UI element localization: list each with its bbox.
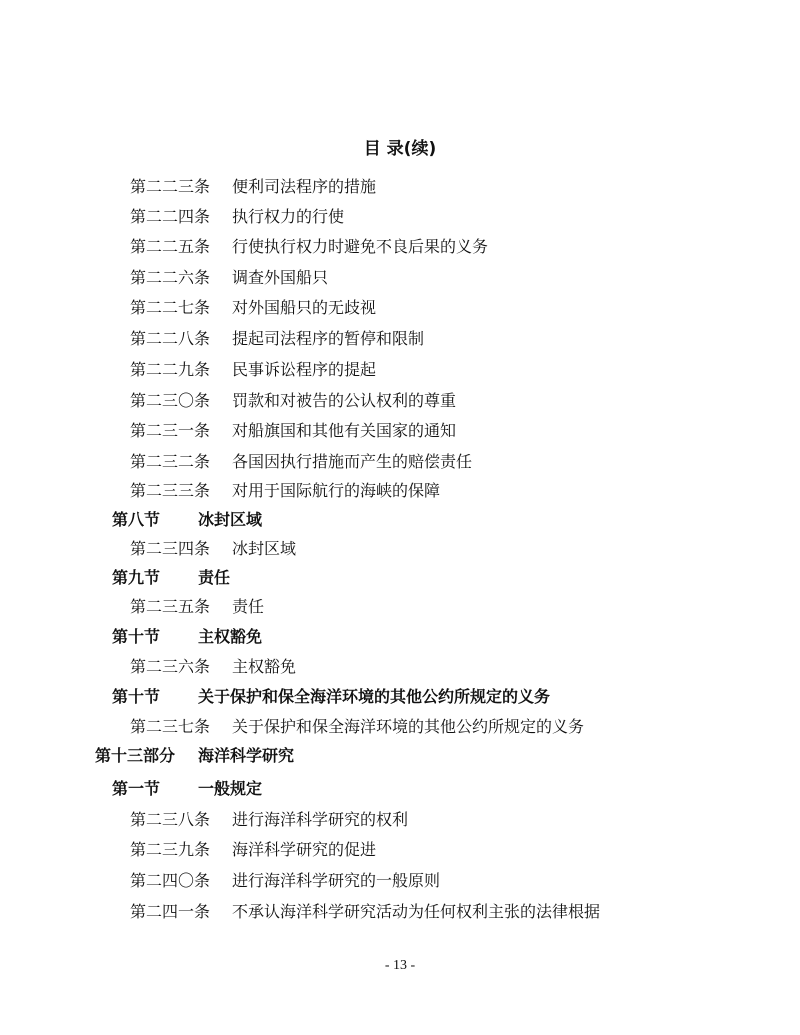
toc-article	[130, 902, 600, 922]
toc-section-number: 第九节	[112, 568, 161, 587]
toc-article-title: 便利司法程序的措施	[232, 177, 377, 196]
toc-section-title: 主权豁免	[198, 627, 263, 646]
toc-article	[130, 452, 472, 472]
toc-article-title: 关于保护和保全海洋环境的其他公约所规定的义务	[232, 717, 585, 736]
toc-article	[130, 298, 376, 318]
toc-article	[130, 840, 376, 860]
toc-article	[130, 871, 440, 891]
toc-article-title: 罚款和对被告的公认权利的尊重	[232, 391, 457, 410]
toc-part	[95, 746, 294, 766]
toc-article	[130, 810, 408, 830]
toc-section	[112, 687, 550, 707]
toc-article-number: 第二三一条	[130, 421, 211, 440]
toc-article	[130, 481, 440, 501]
toc-section	[112, 627, 262, 647]
toc-article-number: 第二四一条	[130, 902, 211, 921]
toc-article-title: 不承认海洋科学研究活动为任何权利主张的法律根据	[232, 902, 601, 921]
toc-article-title: 对外国船只的无歧视	[232, 298, 377, 317]
toc-article-title: 冰封区域	[232, 539, 297, 558]
toc-section-title: 一般规定	[198, 779, 263, 798]
toc-article-number: 第二二四条	[130, 207, 211, 226]
toc-section-number: 第十节	[112, 627, 161, 646]
toc-article-title: 行使执行权力时避免不良后果的义务	[232, 237, 489, 256]
toc-article	[130, 657, 296, 677]
toc-article-number: 第二三四条	[130, 539, 211, 558]
toc-article-number: 第二二三条	[130, 177, 211, 196]
toc-article	[130, 207, 344, 227]
toc-article-number: 第二四〇条	[130, 871, 211, 890]
toc-article-number: 第二三九条	[130, 840, 211, 859]
page-title: 目 录(续)	[363, 139, 437, 159]
toc-section	[112, 568, 230, 588]
toc-article-title: 对用于国际航行的海峡的保障	[232, 481, 441, 500]
toc-article-number: 第二三八条	[130, 810, 211, 829]
toc-article-number: 第二三六条	[130, 657, 211, 676]
toc-article	[130, 391, 456, 411]
toc-article	[130, 421, 456, 441]
toc-article	[130, 717, 584, 737]
toc-section-title: 冰封区域	[198, 510, 263, 529]
toc-article-title: 各国因执行措施而产生的赔偿责任	[232, 452, 473, 471]
toc-article-title: 提起司法程序的暂停和限制	[232, 329, 425, 348]
toc-article-title: 执行权力的行使	[232, 207, 345, 226]
toc-article-title: 调查外国船只	[232, 268, 329, 287]
toc-article-title: 海洋科学研究的促进	[232, 840, 377, 859]
toc-article-number: 第二三七条	[130, 717, 211, 736]
page-number: - 13 -	[384, 958, 416, 973]
toc-part-title: 海洋科学研究	[198, 746, 295, 765]
toc-article-title: 对船旗国和其他有关国家的通知	[232, 421, 457, 440]
toc-section-number: 第八节	[112, 510, 161, 529]
toc-article-title: 进行海洋科学研究的一般原则	[232, 871, 441, 890]
toc-article	[130, 237, 488, 257]
toc-section-number: 第十节	[112, 687, 161, 706]
toc-section-title: 关于保护和保全海洋环境的其他公约所规定的义务	[198, 687, 551, 706]
toc-section-title: 责任	[198, 568, 231, 587]
toc-article	[130, 360, 376, 380]
toc-article	[130, 597, 264, 617]
toc-article	[130, 539, 296, 559]
toc-article-title: 进行海洋科学研究的权利	[232, 810, 409, 829]
toc-article	[130, 177, 376, 197]
toc-article-number: 第二二八条	[130, 329, 211, 348]
toc-section-number: 第一节	[112, 779, 161, 798]
toc-article-number: 第二三五条	[130, 597, 211, 616]
toc-article-number: 第二三二条	[130, 452, 211, 471]
toc-section	[112, 510, 262, 530]
toc-article-number: 第二二九条	[130, 360, 211, 379]
toc-article	[130, 329, 424, 349]
toc-article-title: 责任	[232, 597, 265, 616]
toc-article-number: 第二二七条	[130, 298, 211, 317]
toc-article-number: 第二二六条	[130, 268, 211, 287]
toc-article-title: 民事诉讼程序的提起	[232, 360, 377, 379]
toc-article-number: 第二三〇条	[130, 391, 211, 410]
toc-part-number: 第十三部分	[95, 746, 176, 765]
toc-section	[112, 779, 262, 799]
toc-article-title: 主权豁免	[232, 657, 297, 676]
toc-article-number: 第二三三条	[130, 481, 211, 500]
toc-article-number: 第二二五条	[130, 237, 211, 256]
toc-article	[130, 268, 328, 288]
